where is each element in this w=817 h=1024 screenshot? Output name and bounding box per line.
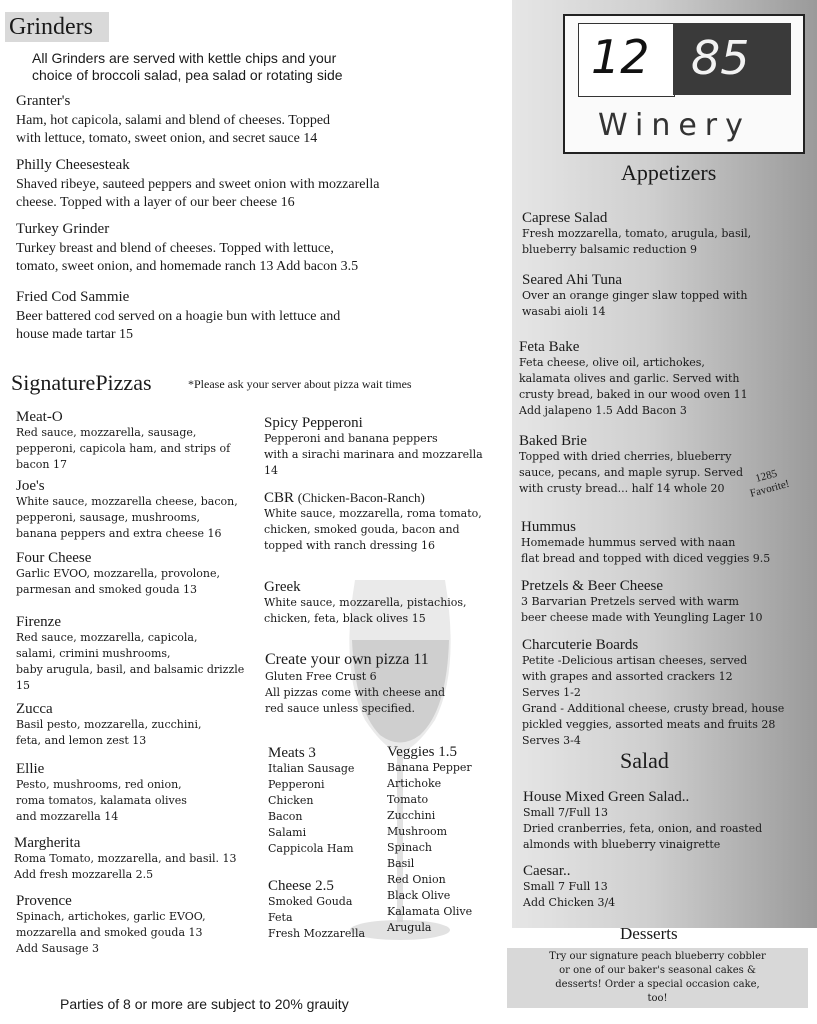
appetizer-item [521, 519, 770, 567]
pizza-item [14, 835, 237, 883]
item-desc: Small 7 Full 13 Add Chicken 3/4 [523, 880, 616, 909]
veggies-items: Banana Pepper Artichoke Tomato Zucchini Mushroom Spinach Basil Red Onion Black Olive Kalamata Olive Arugula [387, 761, 473, 934]
desserts-title: Desserts [620, 924, 678, 943]
pizzas-title: SignaturePizzas [11, 370, 152, 395]
logo-number-left: 12 [591, 30, 650, 84]
item-name: Caesar.. [523, 863, 571, 879]
appetizer-item [522, 272, 747, 320]
logo-dark-block [673, 23, 791, 95]
cheese-list [268, 878, 365, 942]
item-name: Meat-O [16, 409, 63, 425]
item-name: Charcuterie Boards [522, 637, 639, 653]
item-name: Turkey Grinder [16, 221, 110, 237]
item-desc: White sauce, mozzarella cheese, bacon, pepperoni, sausage, mushrooms, banana peppers and extra cheese 16 [16, 495, 238, 540]
item-name: Caprese Salad [522, 210, 608, 226]
meats-list [268, 745, 354, 857]
item-desc: 3 Barvarian Pretzels served with warm beer cheese made with Yeungling Lager 10 [521, 595, 763, 624]
item-desc: Petite -Delicious artisan cheeses, served with grapes and assorted crackers 12 Serves 1-2 Grand - Additional cheese, crusty bread, house pickled veggies, assorted meats and fruits 28 Serves 3-4 [522, 654, 785, 747]
pizza-item [16, 409, 230, 473]
pizza-item [16, 550, 220, 598]
pizza-item [16, 761, 187, 825]
item-desc: Red sauce, mozzarella, sausage, pepperoni, capicola ham, and strips of bacon 17 [16, 426, 231, 471]
meats-items: Italian Sausage Pepperoni Chicken Bacon Salami Cappicola Ham [268, 762, 355, 855]
item-name: Hummus [521, 519, 577, 535]
pizza-item [264, 579, 467, 627]
pizza-item [16, 893, 206, 957]
pizza-item [16, 614, 244, 694]
item-name: Seared Ahi Tuna [522, 272, 623, 288]
item-desc: White sauce, mozzarella, roma tomato, chicken, smoked gouda, bacon and topped with ranch dressing 16 [264, 507, 482, 552]
item-name: Philly Cheesesteak [16, 157, 130, 173]
grinders-intro: All Grinders are served with kettle chips and your choice of broccoli salad, pea salad or rotating side [32, 50, 343, 83]
appetizer-item [519, 339, 748, 419]
appetizer-item [521, 578, 763, 626]
item-desc: Over an orange ginger slaw topped with wasabi aioli 14 [522, 289, 748, 318]
pizzas-note: *Please ask your server about pizza wait times [188, 377, 412, 391]
create-pizza [265, 651, 445, 717]
veggies-title: Veggies 1.5 [387, 744, 457, 760]
grinder-item [16, 93, 330, 148]
grinder-item [16, 221, 358, 276]
item-name: Feta Bake [519, 339, 580, 355]
salad-item [523, 863, 615, 911]
cheese-title: Cheese 2.5 [268, 878, 334, 894]
logo-number-right: 85 [691, 31, 750, 85]
item-name: Baked Brie [519, 433, 587, 449]
footer-note: Parties of 8 or more are subject to 20% grauity [60, 996, 349, 1012]
create-pizza-desc: Gluten Free Crust 6 All pizzas come with cheese and red sauce unless specified. [265, 670, 446, 715]
winery-logo [563, 14, 805, 154]
item-desc: Pepperoni and banana peppers with a sirachi marinara and mozzarella 14 [264, 432, 483, 477]
appetizer-item [522, 210, 751, 258]
item-name: Ellie [16, 761, 45, 777]
item-desc: Red sauce, mozzarella, capicola, salami, crimini mushrooms, baby arugula, basil, and balsamic drizzle 15 [16, 631, 245, 692]
item-name: Spicy Pepperoni [264, 415, 363, 431]
item-desc: Basil pesto, mozzarella, zucchini, feta, and lemon zest 13 [16, 718, 202, 747]
item-desc: Topped with dried cherries, blueberry sauce, pecans, and maple syrup. Served with crusty bread... half 14 whole 20 [519, 450, 743, 495]
item-name [264, 490, 482, 506]
cheese-items: Smoked Gouda Feta Fresh Mozzarella [268, 895, 366, 940]
logo-white-block [578, 23, 675, 97]
item-name: Pretzels & Beer Cheese [521, 578, 664, 594]
item-name: Fried Cod Sammie [16, 289, 130, 305]
meats-title: Meats 3 [268, 745, 316, 761]
item-name: Provence [16, 893, 72, 909]
item-name: Four Cheese [16, 550, 92, 566]
salad-item [523, 789, 762, 853]
item-desc: Roma Tomato, mozzarella, and basil. 13 Add fresh mozzarella 2.5 [14, 852, 237, 881]
pizza-item [264, 490, 482, 554]
item-desc: Ham, hot capicola, salami and blend of cheeses. Topped with lettuce, tomato, sweet onion, and secret sauce 14 [16, 113, 331, 146]
appetizer-item [519, 433, 743, 497]
item-name: Joe's [16, 478, 45, 494]
grinder-item [16, 289, 340, 344]
logo-wordmark: Winery [598, 108, 751, 143]
cbr-suffix: (Chicken-Bacon-Ranch) [297, 490, 425, 505]
item-desc: Turkey breast and blend of cheeses. Topped with lettuce, tomato, sweet onion, and homemade ranch 13 Add bacon 3.5 [16, 241, 359, 274]
create-pizza-title: Create your own pizza 11 [265, 651, 429, 668]
item-desc: Pesto, mushrooms, red onion, roma tomatos, kalamata olives and mozzarella 14 [16, 778, 187, 823]
favorite-badge: 1285 Favorite! [748, 467, 791, 500]
appetizer-item [522, 637, 784, 749]
item-desc: Beer battered cod served on a hoagie bun with lettuce and house made tartar 15 [16, 309, 341, 342]
item-desc: Shaved ribeye, sauteed peppers and sweet onion with mozzarella cheese. Topped with a layer of our beer cheese 16 [16, 177, 380, 210]
item-desc: Fresh mozzarella, tomato, arugula, basil, blueberry balsamic reduction 9 [522, 227, 752, 256]
item-name: Greek [264, 579, 301, 595]
cbr-name: CBR [264, 490, 295, 506]
veggies-list [387, 744, 472, 936]
item-desc: Feta cheese, olive oil, artichokes, kalamata olives and garlic. Served with crusty bread, baked in our wood oven 11 Add jalapeno 1.5 Add Bacon 3 [519, 356, 748, 417]
appetizers-title: Appetizers [621, 160, 717, 185]
item-name: Zucca [16, 701, 53, 717]
item-name: House Mixed Green Salad.. [523, 789, 690, 805]
item-desc: Garlic EVOO, mozzarella, provolone, parmesan and smoked gouda 13 [16, 567, 221, 596]
desserts-desc: Try our signature peach blueberry cobbler or one of our baker's seasonal cakes & desserts! Order a special occasion cake, too! [549, 951, 766, 1004]
pizza-item [16, 701, 202, 749]
item-desc: Spinach, artichokes, garlic EVOO, mozzarella and smoked gouda 13 Add Sausage 3 [16, 910, 206, 955]
item-name: Margherita [14, 835, 81, 851]
item-desc: White sauce, mozzarella, pistachios, chicken, feta, black olives 15 [264, 596, 467, 625]
pizza-item [264, 415, 483, 479]
item-desc: Homemade hummus served with naan flat bread and topped with diced veggies 9.5 [521, 536, 771, 565]
pizza-item [16, 478, 238, 542]
item-name: Firenze [16, 614, 61, 630]
grinder-item [16, 157, 379, 212]
grinders-title: Grinders [5, 12, 109, 42]
salad-title: Salad [620, 748, 669, 773]
item-desc: Small 7/Full 13 Dried cranberries, feta, onion, and roasted almonds with blueberry vinaigrette [523, 806, 763, 851]
item-name: Granter's [16, 93, 71, 109]
